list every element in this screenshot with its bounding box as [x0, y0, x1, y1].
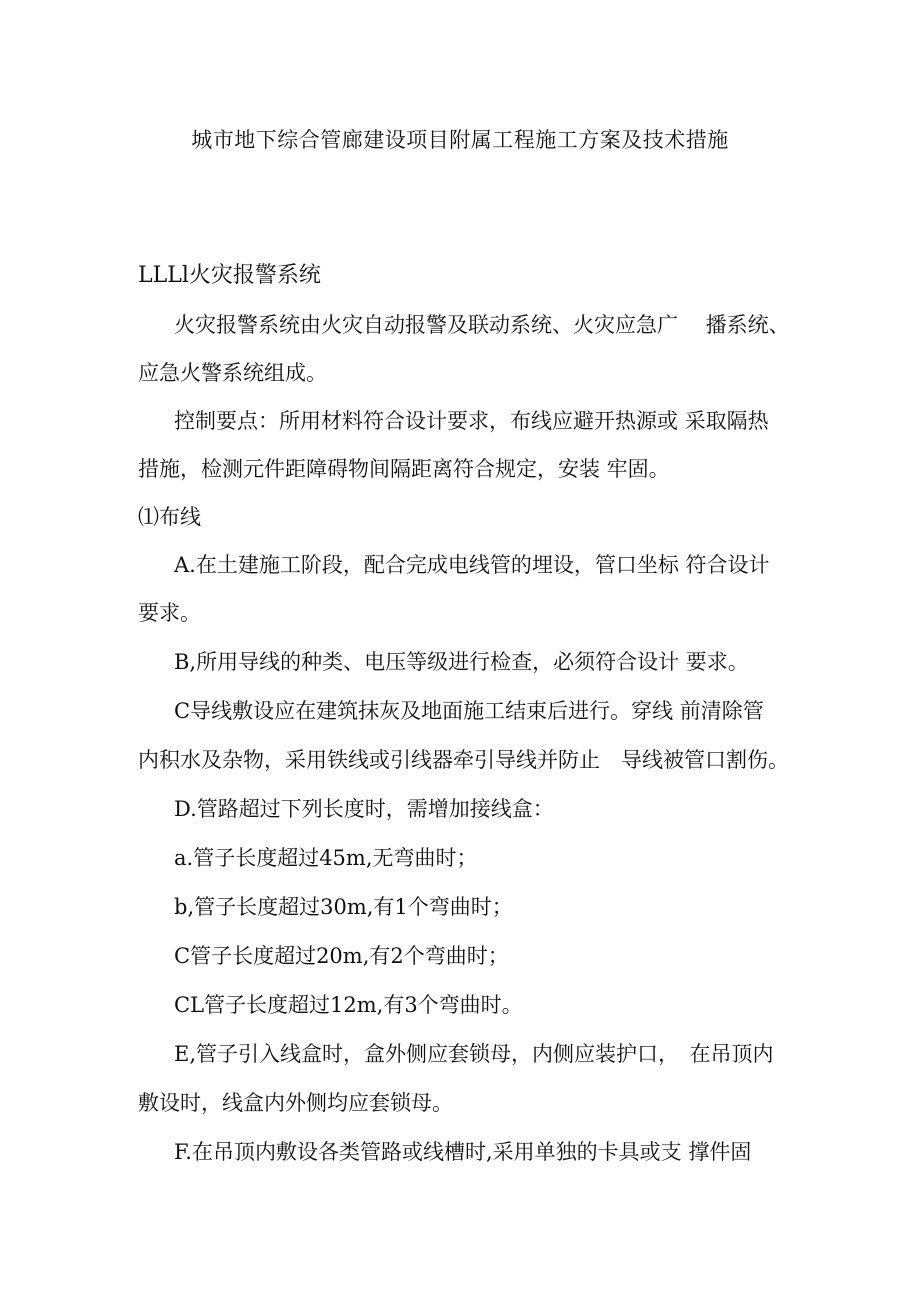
- paragraph-line: 控制要点：所用材料符合设计要求，布线应避开热源或 采取隔热: [174, 409, 769, 433]
- sub-list-item: C管子长度超过20m,有2个弯曲时；: [174, 944, 509, 968]
- sub-list-item: a.管子长度超过45m,无弯曲时；: [174, 846, 478, 870]
- sub-list-item: CL管子长度超过12m,有3个弯曲时。: [174, 993, 523, 1017]
- paragraph-line: 应急火警系统组成。: [138, 361, 327, 385]
- subsection-heading: ⑴布线: [138, 505, 201, 529]
- sub-list-item: b,管子长度超过30m,有1个弯曲时；: [174, 895, 513, 919]
- list-item: B,所用导线的种类、电压等级进行检查，必须符合设计 要求。: [174, 650, 749, 674]
- list-item: C导线敷设应在建筑抹灰及地面施工结束后进行。穿线 前清除管: [174, 699, 764, 723]
- list-item-continuation: 内积水及杂物，采用铁线或引线器牵引导线并防止 导线被管口割伤。: [138, 748, 789, 772]
- list-item: A.在土建施工阶段，配合完成电线管的埋设，管口坐标 符合设计: [174, 553, 770, 577]
- list-item: D.管路超过下列长度时，需增加接线盒：: [174, 797, 554, 821]
- list-item-continuation: 敷设时，线盒内外侧均应套锁母。: [138, 1091, 453, 1115]
- document-title: 城市地下综合管廊建设项目附属工程施工方案及技术措施: [191, 128, 729, 152]
- list-item: F.在吊顶内敷设各类管路或线槽时,采用单独的卡具或支 撑件固: [174, 1140, 752, 1164]
- list-item: E,管子引入线盒时，盒外侧应套锁母，内侧应装护口， 在吊顶内: [174, 1042, 774, 1066]
- list-item-continuation: 要求。: [138, 601, 201, 625]
- paragraph-line: 火灾报警系统由火灾自动报警及联动系统、火灾应急广 播系统、: [174, 313, 790, 337]
- section-heading: LLLl火灾报警系统: [138, 263, 321, 288]
- paragraph-line: 措施，检测元件距障碍物间隔距离符合规定，安装 牢固。: [138, 457, 670, 481]
